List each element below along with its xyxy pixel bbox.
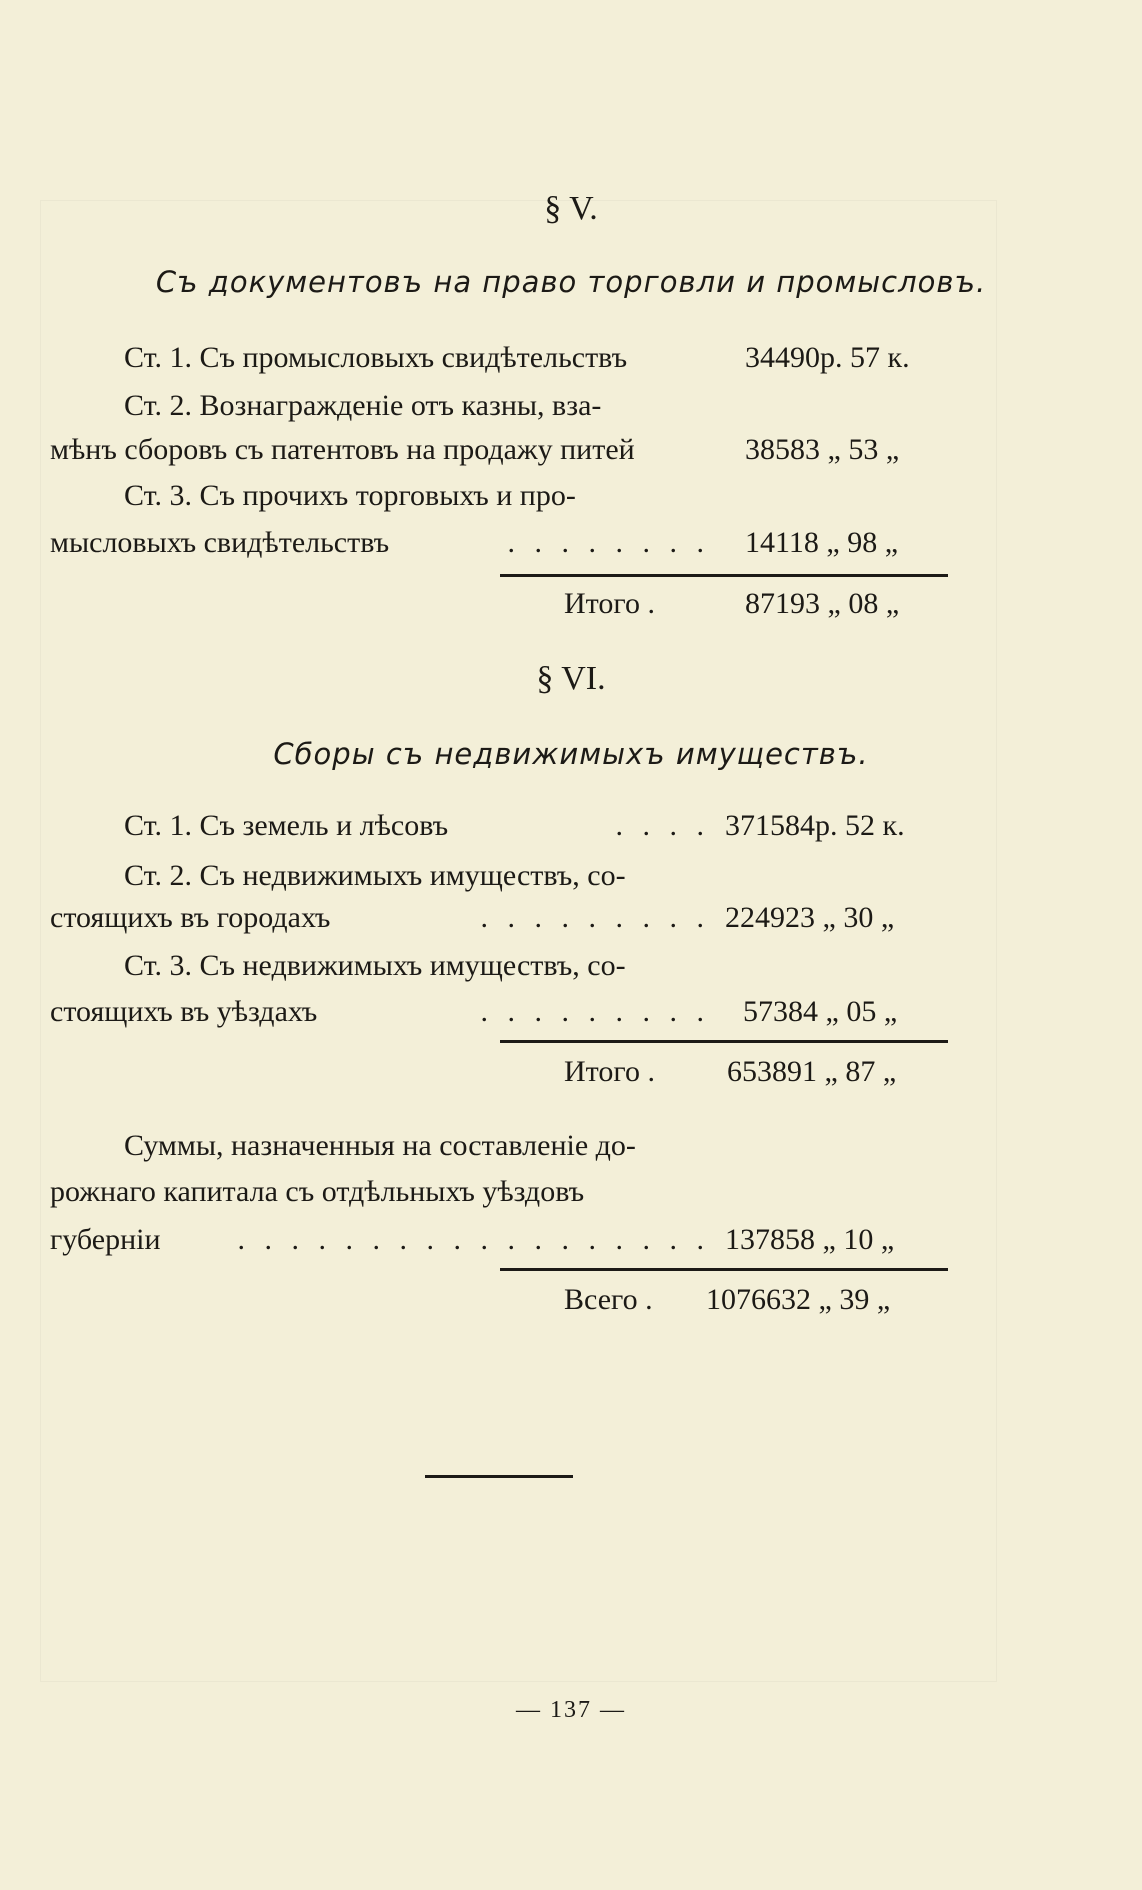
s6-item3-amount (743, 994, 897, 1030)
s5-total-kop: 08 (848, 587, 879, 620)
grand-total-rub: 1076632 (706, 1283, 811, 1316)
grand-total-word: Всего (564, 1283, 638, 1316)
s6-item3-line1 (124, 948, 710, 984)
s6-total-rub: 653891 (727, 1055, 817, 1088)
s5-item1-rub: 34490 (745, 341, 820, 374)
s5-item1-amount (745, 340, 910, 376)
s6-item1-amount (725, 808, 905, 844)
section-5-title: Съ документовъ на право торговли и промысловъ. (155, 265, 987, 299)
s6-item2-line2 (50, 900, 710, 936)
section-6-title: Сборы съ недвижимыхъ имуществъ. (273, 737, 869, 771)
road-kop: 10 (843, 1223, 874, 1256)
s6-item2-line1 (124, 858, 710, 894)
s5-item2-amount (745, 432, 899, 468)
s6-item1-line1 (124, 808, 710, 844)
road-unit-r: „ (822, 1223, 836, 1256)
road-line1 (124, 1128, 710, 1164)
s6-item3-unit-r: „ (825, 995, 839, 1028)
s5-total-rule (500, 574, 948, 577)
s5-item2-line1 (124, 388, 710, 424)
s5-item1-unit-k: к. (887, 341, 910, 374)
grand-total-label: Всего . (564, 1283, 653, 1316)
section-6-heading: § VI. (536, 660, 606, 697)
grand-total-unit-r: „ (818, 1283, 832, 1316)
s5-item3-rub: 14118 (745, 526, 819, 559)
s5-item2-rub: 38583 (745, 433, 820, 466)
road-leaders: . . . . . . . . . . . . . . . . . . (237, 1223, 710, 1256)
grand-total-amount (706, 1282, 890, 1318)
s6-item1-leaders: . . . . (615, 809, 710, 842)
grand-total-kop: 39 (839, 1283, 870, 1316)
s6-item2-amount (725, 900, 894, 936)
s5-item2-unit-k: „ (885, 433, 900, 466)
s6-item1-kop: 52 (845, 809, 875, 842)
road-line3 (50, 1222, 710, 1258)
s5-item1-label: Ст. 1. Съ промысловыхъ свидѣтельствъ (124, 341, 628, 374)
s5-total-label: Итого . (564, 587, 655, 620)
s5-item3-line2 (50, 525, 710, 561)
s5-item3-line1 (124, 478, 710, 514)
road-label-1: Суммы, назначенныя на составленіе до- (124, 1129, 636, 1162)
s6-item2-leaders: . . . . . . . . . (480, 901, 710, 934)
road-label-2: рожнаго капитала съ отдѣльныхъ уѣздовъ (50, 1175, 585, 1208)
s5-item2-label-1: Ст. 2. Вознагражденіе отъ казны, вза- (124, 389, 602, 422)
s6-total-amount (727, 1054, 896, 1090)
s5-total-unit-r: „ (827, 587, 841, 620)
s5-item3-label-2: мысловыхъ свидѣтельствъ (50, 526, 390, 559)
s6-total-rule (500, 1040, 948, 1043)
s6-total-unit-r: „ (824, 1055, 838, 1088)
road-label-3: губерніи (50, 1223, 161, 1256)
s5-item2-line2 (50, 432, 710, 468)
s6-item2-label-1: Ст. 2. Съ недвижимыхъ имуществъ, со- (124, 859, 626, 892)
s5-item2-label-2: мѣнъ сборовъ съ патентовъ на продажу питей (50, 433, 635, 466)
s5-item2-kop: 53 (848, 433, 879, 466)
s6-item1-label: Ст. 1. Съ земель и лѣсовъ (124, 809, 449, 842)
road-line2 (50, 1174, 710, 1210)
s5-total-unit-k: „ (885, 587, 900, 620)
grand-total-rule (500, 1268, 948, 1271)
s6-item3-unit-k: „ (883, 995, 898, 1028)
s5-item1-kop: 57 (850, 341, 880, 374)
s5-item3-unit-r: „ (826, 526, 840, 559)
s5-item2-unit-r: „ (827, 433, 841, 466)
s5-item3-amount (745, 525, 898, 561)
s6-item3-label-2: стоящихъ въ уѣздахъ (50, 995, 318, 1028)
road-amount (725, 1222, 894, 1258)
s5-total-amount (745, 586, 899, 622)
s5-item3-label-1: Ст. 3. Съ прочихъ торговыхъ и про- (124, 479, 576, 512)
closing-rule (425, 1475, 573, 1478)
s6-total-kop: 87 (845, 1055, 876, 1088)
s6-item3-line2 (50, 994, 710, 1030)
s6-item2-unit-r: „ (822, 901, 836, 934)
section-5-heading: § V. (544, 190, 598, 227)
s6-item2-kop: 30 (843, 901, 874, 934)
s6-item1-rub: 371584 (725, 809, 815, 842)
s5-item3-unit-k: „ (884, 526, 899, 559)
grand-total-unit-k: „ (876, 1283, 891, 1316)
s6-item3-label-1: Ст. 3. Съ недвижимыхъ имуществъ, со- (124, 949, 626, 982)
s5-item1-line1 (124, 340, 710, 376)
s5-item3-leaders: . . . . . . . . (507, 526, 710, 559)
s6-item2-rub: 224923 (725, 901, 815, 934)
s6-item3-leaders: . . . . . . . . . (480, 995, 710, 1028)
road-unit-k: „ (880, 1223, 895, 1256)
s6-item1-unit-k: к. (882, 809, 905, 842)
s5-item1-unit-r: р. (820, 341, 843, 374)
s5-total-rub: 87193 (745, 587, 820, 620)
s6-total-word: Итого (564, 1055, 640, 1088)
s6-total-label: Итого . (564, 1055, 655, 1088)
s6-item1-unit-r: р. (815, 809, 838, 842)
s6-item3-kop: 05 (846, 995, 877, 1028)
road-rub: 137858 (725, 1223, 815, 1256)
s6-item3-rub: 57384 (743, 995, 818, 1028)
page-number: — 137 — (516, 1697, 626, 1723)
s6-item2-label-2: стоящихъ въ городахъ (50, 901, 331, 934)
s6-total-unit-k: „ (882, 1055, 897, 1088)
s5-item3-kop: 98 (847, 526, 878, 559)
s6-item2-unit-k: „ (880, 901, 895, 934)
s5-total-word: Итого (564, 587, 640, 620)
